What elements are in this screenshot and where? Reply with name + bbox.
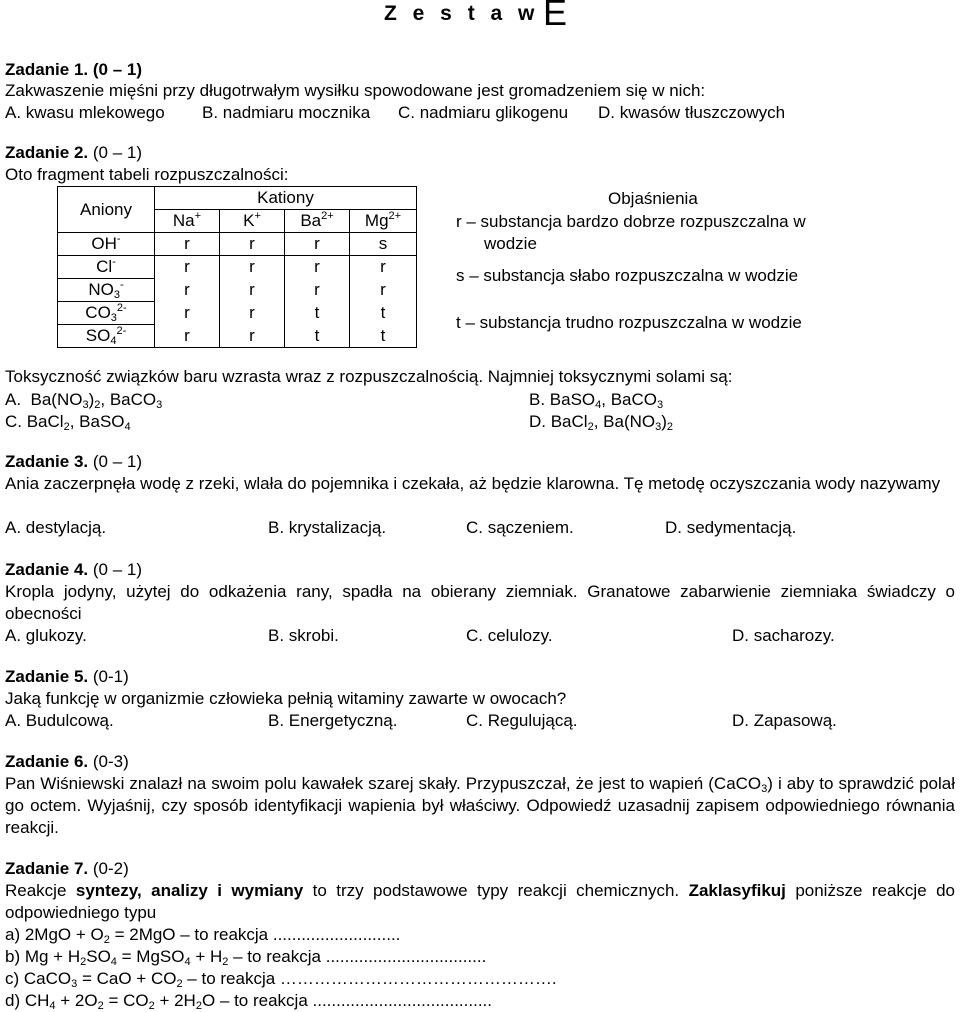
task5-title: Zadanie 5. (0-1) [5, 667, 129, 686]
cell: r [350, 279, 417, 302]
header-title: Z e s t a w [384, 2, 540, 25]
cell: r [220, 256, 285, 279]
task3-title: Zadanie 3. (0 – 1) [5, 452, 142, 471]
task4-option-a: A. glukozy. [5, 626, 87, 645]
anion-cl: Cl- [58, 256, 155, 279]
anion-oh: OH- [58, 233, 155, 256]
solubility-table [57, 186, 417, 348]
cell: t [285, 325, 350, 348]
task7-reaction-b: b) $Mg + H_2SO_4$ = MgSO$_4$ + $H_2$ – to reakcja .................................. [5, 947, 487, 968]
task5-question: Jaką funkcję w organizmie człowieka pełnią witaminy zawarte w owocach? [5, 689, 567, 708]
anions-header: Aniony [58, 187, 155, 233]
cell: r [220, 279, 285, 302]
cell: s [350, 233, 417, 256]
cell: r [285, 233, 350, 256]
cell: r [350, 256, 417, 279]
task2-option-d: D. BaCl$_2$, $Ba(NO_3)_2$ [529, 412, 674, 433]
cell: r [155, 325, 220, 348]
task2-title-bold: Zadanie 2. [5, 143, 89, 162]
task1-title: Zadanie 1. (0 – 1) [5, 60, 142, 79]
cation-na: Na+ [155, 210, 220, 233]
explanations-title: Objaśnienia [608, 189, 698, 208]
task3-option-d: D. sedymentacją. [665, 518, 797, 537]
explanation-r: r – substancja bardzo dobrze rozpuszczalna w [456, 212, 806, 231]
task4-question: Kropla jodyny, użytej do odkażenia rany, spadła na obierany ziemniak. Granatowe zabarwienie ziemniaka świadczy o obecności [5, 582, 955, 623]
task6-title: Zadanie 6. (0-3) [5, 752, 129, 771]
cell: r [220, 302, 285, 325]
task3-option-c: C. sączeniem. [466, 518, 574, 537]
cation-k: K+ [220, 210, 285, 233]
cell: t [285, 302, 350, 325]
task4-title: Zadanie 4. (0 – 1) [5, 560, 142, 579]
task2-option-a: A. $Ba(NO_3)_2$, BaCO$_3$ [5, 390, 163, 411]
header-letter: E [543, 0, 568, 33]
anion-no3: $NO_3^-$ [58, 279, 155, 302]
task7-reaction-c: c) CaCO$_3$ = CaO + $CO_2$ – to reakcja …………………………………………. [5, 969, 557, 990]
task2-intro: Oto fragment tabeli rozpuszczalności: [5, 165, 289, 184]
task1-option-b: B. nadmiaru mocznika [202, 103, 371, 122]
task4-option-c: C. celulozy. [466, 626, 553, 645]
task7-reaction-a: a) $2MgO + O_2 = 2MgO$ – to reakcja ........................... [5, 925, 401, 946]
task1-option-c: C. nadmiaru glikogenu [398, 103, 569, 122]
cell: r [285, 256, 350, 279]
task5-option-c: C. Regulującą. [466, 711, 578, 730]
task7-reaction-d: d) $CH_4 + 2O_2 = CO_2 + 2H_2O$ – to reakcja ...................................... [5, 991, 492, 1012]
cell: t [350, 325, 417, 348]
explanation-r-cont: wodzie [484, 234, 537, 253]
cations-header: Kationy [155, 187, 417, 210]
task5-option-a: A. Budulcową. [5, 711, 114, 730]
cell: r [155, 279, 220, 302]
task2-option-b: B. BaSO$_4$, BaCO$_3$ [529, 390, 664, 411]
cell: r [155, 256, 220, 279]
task1-question: Zakwaszenie mięśni przy długotrwałym wysiłku spowodowane jest gromadzeniem się w nich: [5, 81, 706, 100]
task2-title [5, 142, 142, 164]
cation-ba: $Ba^{2+}$ [285, 210, 350, 233]
task3-option-b: B. krystalizacją. [268, 518, 387, 537]
cell: r [220, 233, 285, 256]
explanation-s: s – substancja słabo rozpuszczalna w wodzie [456, 266, 799, 285]
task7-title: Zadanie 7. (0-2) [5, 859, 129, 878]
task4-option-b: B. skrobi. [268, 626, 339, 645]
task5-option-d: D. Zapasową. [732, 711, 837, 730]
task2-option-c: C. BaCl$_2$, BaSO$_4$ [5, 412, 131, 433]
task3-question: Ania zaczerpnęła wodę z rzeki, wlała do pojemnika i czekała, aż będzie klarowna. Tę metodę oczyszczania wody nazywamy [5, 474, 941, 493]
task6-text: Pan Wiśniewski znalazł na swoim polu kawałek szarej skały. Przypuszczał, że jest to wapień (CaCO$_3$) i aby to sprawdzić polał go octem. Wyjaśnij, czy sposób identyfikacji wapienia był właściwy. Odpowiedź uzasadnij zapisem odpowiedniego równania reakcji. [5, 774, 955, 837]
task3-option-a: A. destylacją. [5, 518, 107, 537]
task2-title-points: (0 – 1) [88, 143, 142, 162]
cell: r [285, 279, 350, 302]
cell: r [155, 233, 220, 256]
task7-intro: Reakcje syntezy, analizy i wymiany to trzy podstawowe typy reakcji chemicznych. Zaklasyfikuj poniższe reakcje do odpowiedniego typu [5, 881, 955, 922]
task2-question: Toksyczność związków baru wzrasta wraz z rozpuszczalnością. Najmniej toksycznymi solami są: [5, 367, 733, 386]
task1-option-a: A. kwasu mlekowego [5, 103, 165, 122]
cell: r [220, 325, 285, 348]
anion-co3: $CO_3^{2-}$ [58, 302, 155, 325]
task5-option-b: B. Energetyczną. [268, 711, 398, 730]
cell: r [155, 302, 220, 325]
explanation-t: t – substancja trudno rozpuszczalna w wodzie [456, 313, 802, 332]
cell: t [350, 302, 417, 325]
task4-option-d: D. sacharozy. [732, 626, 835, 645]
anion-so4: $SO_4^{2-}$ [58, 325, 155, 348]
cation-mg: $Mg^{2+}$ [350, 210, 417, 233]
task1-option-d: D. kwasów tłuszczowych [598, 103, 786, 122]
